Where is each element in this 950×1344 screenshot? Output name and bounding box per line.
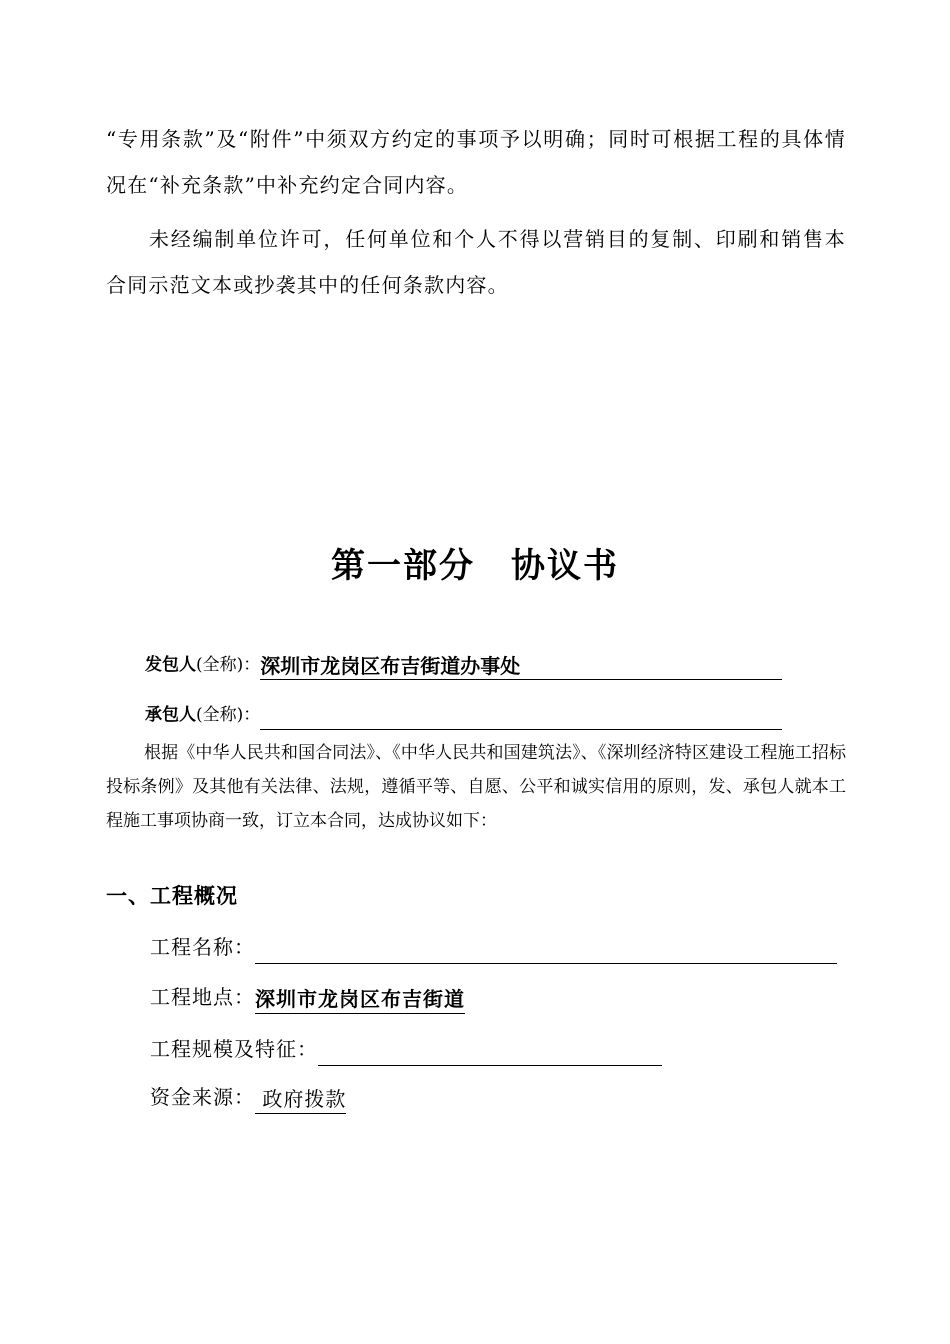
project-location-label: 工程地点： (150, 985, 255, 1009)
contractor-label: 承包人 (145, 705, 196, 725)
employer-paren: (全称)： (196, 655, 261, 675)
funding-source-value: 政府拨款 (255, 1085, 346, 1114)
funding-source-field (150, 1080, 346, 1114)
project-scale-label: 工程规模及特征： (150, 1037, 318, 1061)
contractor-line (145, 700, 805, 730)
section-heading-project-overview: 一、工程概况 (106, 883, 238, 908)
employer-label: 发包人 (145, 655, 196, 675)
contractor-paren: (全称)： (196, 705, 261, 725)
project-location-value: 深圳市龙岗区布吉街道 (255, 985, 465, 1014)
agreement-basis-paragraph: 根据《中华人民共和国合同法》、《中华人民共和国建筑法》、《深圳经济特区建设工程施工招标投标条例》及其他有关法律、法规，遵循平等、自愿、公平和诚实信用的原则，发、承包人就本工程施工事项协商一致，订立本合同，达成协议如下： (106, 743, 846, 831)
project-name-value (255, 935, 837, 964)
project-scale-field (150, 1032, 662, 1066)
project-scale-value (318, 1037, 662, 1066)
employer-line (145, 650, 805, 680)
funding-source-label: 资金来源： (150, 1085, 255, 1109)
intro-paragraph-2: 未经编制单位许可，任何单位和个人不得以营销目的复制、印刷和销售本合同示范文本或抄袭其中的任何条款内容。 (106, 227, 846, 297)
project-name-label: 工程名称： (150, 935, 255, 959)
project-name-field (150, 930, 837, 964)
intro-paragraph-1: “专用条款”及“附件”中须双方约定的事项予以明确；同时可根据工程的具体情况在“补充条款”中补充约定合同内容。 (106, 127, 846, 197)
contractor-value (260, 703, 782, 730)
project-location-field (150, 980, 465, 1014)
part-title: 第一部分 协议书 (331, 546, 619, 586)
employer-value: 深圳市龙岗区布吉街道办事处 (260, 653, 782, 680)
